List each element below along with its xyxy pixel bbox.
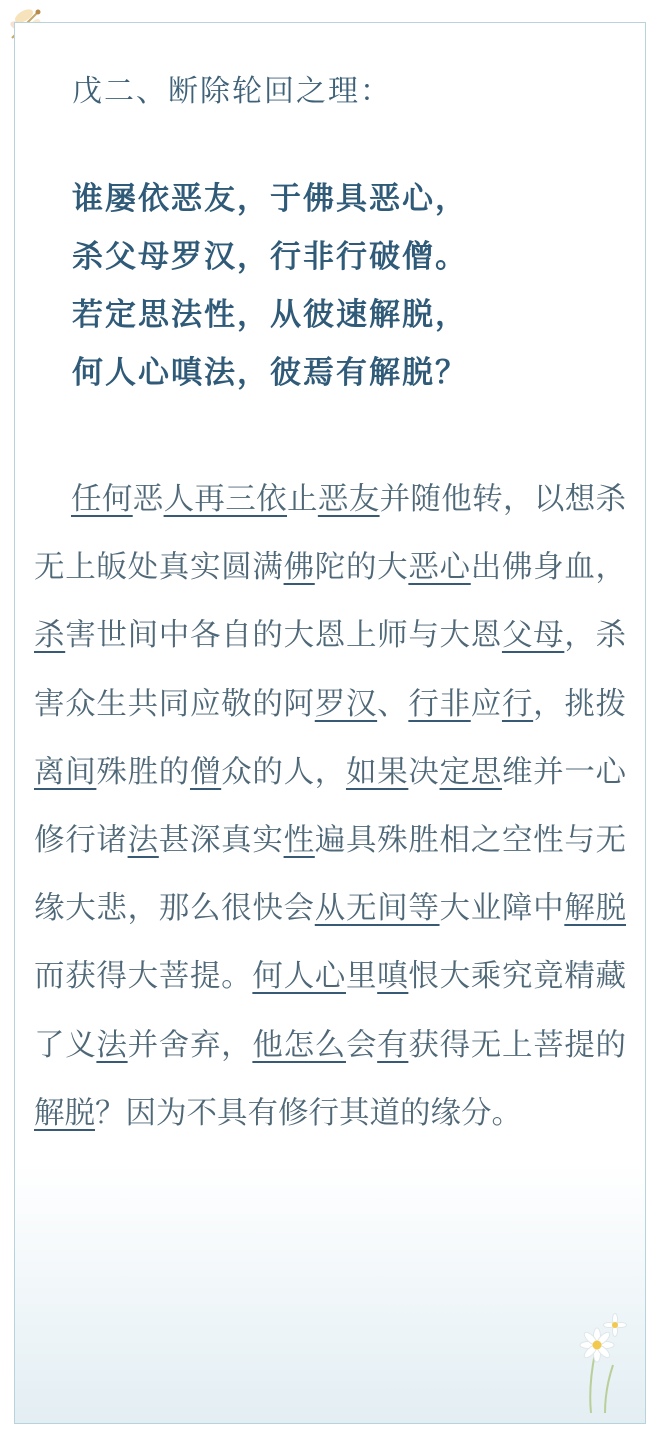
daisy-flower-icon <box>561 1303 631 1413</box>
underlined-term: 有 <box>377 1027 409 1063</box>
commentary-text: 恨大乘究竟精藏了义 <box>34 959 627 1063</box>
verse-line: 杀父母罗汉，行非行破僧。 <box>72 239 468 275</box>
commentary-text: 并随他转，以想杀无上皈处真实圆满 <box>34 482 627 586</box>
underlined-term: 行非 <box>408 686 471 722</box>
underlined-term: 罗汉 <box>314 686 378 722</box>
underlined-term: 行 <box>501 686 534 722</box>
underlined-term: 僧 <box>189 754 222 790</box>
underlined-term: 恶心 <box>408 550 471 586</box>
commentary-text: 恶 <box>132 482 164 517</box>
background-wash <box>15 1163 645 1423</box>
commentary-text: 维并一心修行诸 <box>34 754 627 859</box>
commentary-text: 里 <box>345 959 378 995</box>
underlined-term: 法 <box>127 823 159 859</box>
commentary-text: 遍具殊胜相之空性与无缘大悲，那么很快会 <box>34 823 627 927</box>
commentary-text: 出佛身血， <box>470 550 627 586</box>
verse-line: 何人心嗔法，彼焉有解脱？ <box>72 355 468 391</box>
commentary-text: 大业障中 <box>439 891 565 927</box>
commentary-text: ，挑拨 <box>533 686 627 722</box>
verse-line: 若定思法性，从彼速解脱， <box>72 297 468 333</box>
commentary-text: 应 <box>470 686 502 722</box>
underlined-term: 佛 <box>283 550 315 586</box>
underlined-term: 恶友 <box>317 482 380 517</box>
underlined-term: 解脱 <box>564 891 627 927</box>
commentary-text: 会 <box>345 1027 378 1063</box>
commentary-text: 、 <box>377 686 409 722</box>
underlined-term: 他怎么 <box>252 1027 346 1063</box>
commentary-paragraph <box>34 466 626 1148</box>
underlined-term: 嗔 <box>377 959 409 995</box>
commentary-text: 众的人， <box>221 754 346 790</box>
commentary-text: ，杀害众生共同应敬的阿 <box>34 618 627 722</box>
commentary-text: 害世间中各自的大恩上师与大恩 <box>65 618 502 654</box>
underlined-term: 如果 <box>345 754 409 790</box>
underlined-term: 任何 <box>71 482 133 517</box>
commentary-text: 并舍弃， <box>127 1027 253 1063</box>
commentary-text: 陀的大 <box>314 550 409 586</box>
commentary-text: 止 <box>287 482 318 517</box>
commentary-text: 获得无上菩提的 <box>408 1027 627 1063</box>
section-heading: 戊二、断除轮回之理： <box>72 74 392 109</box>
underlined-term: 何人心 <box>252 959 346 995</box>
commentary-text: ？因为不具有修行其道的缘分。 <box>95 1095 522 1131</box>
underlined-term: 杀 <box>34 618 66 654</box>
verse-block <box>72 170 632 402</box>
underlined-term: 人再三依 <box>163 482 287 517</box>
underlined-term: 定思 <box>439 754 502 790</box>
underlined-term: 从无间等 <box>314 891 440 927</box>
underlined-term: 性 <box>283 823 315 859</box>
underlined-term: 法 <box>96 1027 128 1063</box>
commentary-text: 而获得大菩提。 <box>34 959 253 995</box>
commentary-text: 决 <box>408 754 440 790</box>
commentary-text: 甚深真实 <box>158 823 284 859</box>
verse-line: 谁屡依恶友，于佛具恶心， <box>72 181 468 217</box>
underlined-term: 离间 <box>34 754 97 790</box>
underlined-term: 父母 <box>501 618 565 654</box>
commentary-text: 殊胜的 <box>96 754 190 790</box>
underlined-term: 解脱 <box>34 1095 95 1131</box>
